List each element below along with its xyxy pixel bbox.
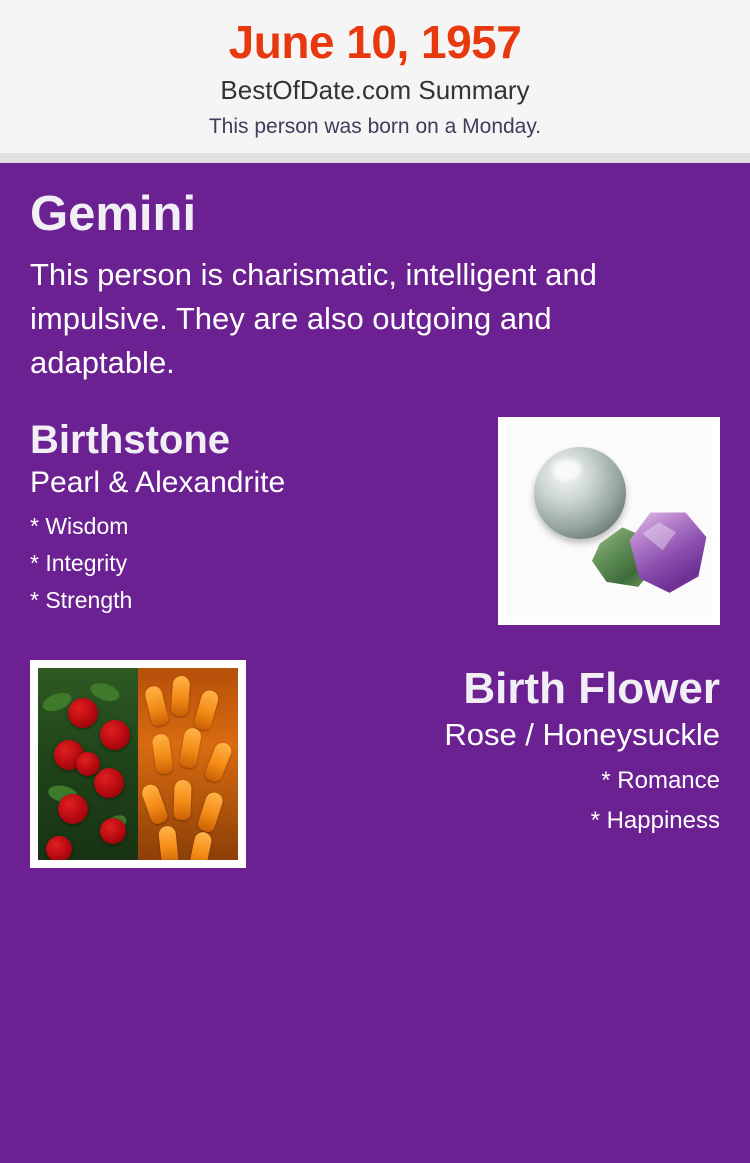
header-divider <box>0 153 750 163</box>
born-weekday-text: This person was born on a Monday. <box>208 115 542 139</box>
page-title: June 10, 1957 <box>228 16 522 68</box>
card-header <box>0 0 750 153</box>
birthstone-text-block <box>30 417 484 626</box>
birthstone-names: Pearl & Alexandrite <box>30 465 286 499</box>
birthstone-image-canvas <box>506 425 712 617</box>
honeysuckle-graphic <box>138 668 238 860</box>
birthflower-trait: * Romance <box>601 767 720 795</box>
birthstone-trait: * Wisdom <box>30 512 129 539</box>
birthflower-trait: * Happiness <box>590 807 720 835</box>
birthstone-section <box>30 417 720 626</box>
zodiac-sign-name: Gemini <box>30 187 197 242</box>
site-summary-label: BestOfDate.com Summary <box>220 75 530 106</box>
roses-graphic <box>38 668 138 860</box>
birthflower-image <box>30 660 246 868</box>
birthflower-text-block <box>264 660 720 849</box>
birthflower-names: Rose / Honeysuckle <box>444 717 720 753</box>
birthflower-image-canvas <box>38 668 238 860</box>
zodiac-description: This person is charismatic, intelligent and impulsive. They are also outgoing and adaptable. <box>30 256 597 380</box>
birthflower-section <box>30 660 720 868</box>
pearl-graphic <box>534 447 626 539</box>
birthstone-image <box>498 417 720 625</box>
birthstone-trait: * Strength <box>30 586 133 613</box>
birthstone-trait: * Integrity <box>30 549 128 576</box>
birthflower-heading: Birth Flower <box>463 663 720 713</box>
birthstone-heading: Birthstone <box>30 417 230 462</box>
card-body <box>0 163 750 1163</box>
